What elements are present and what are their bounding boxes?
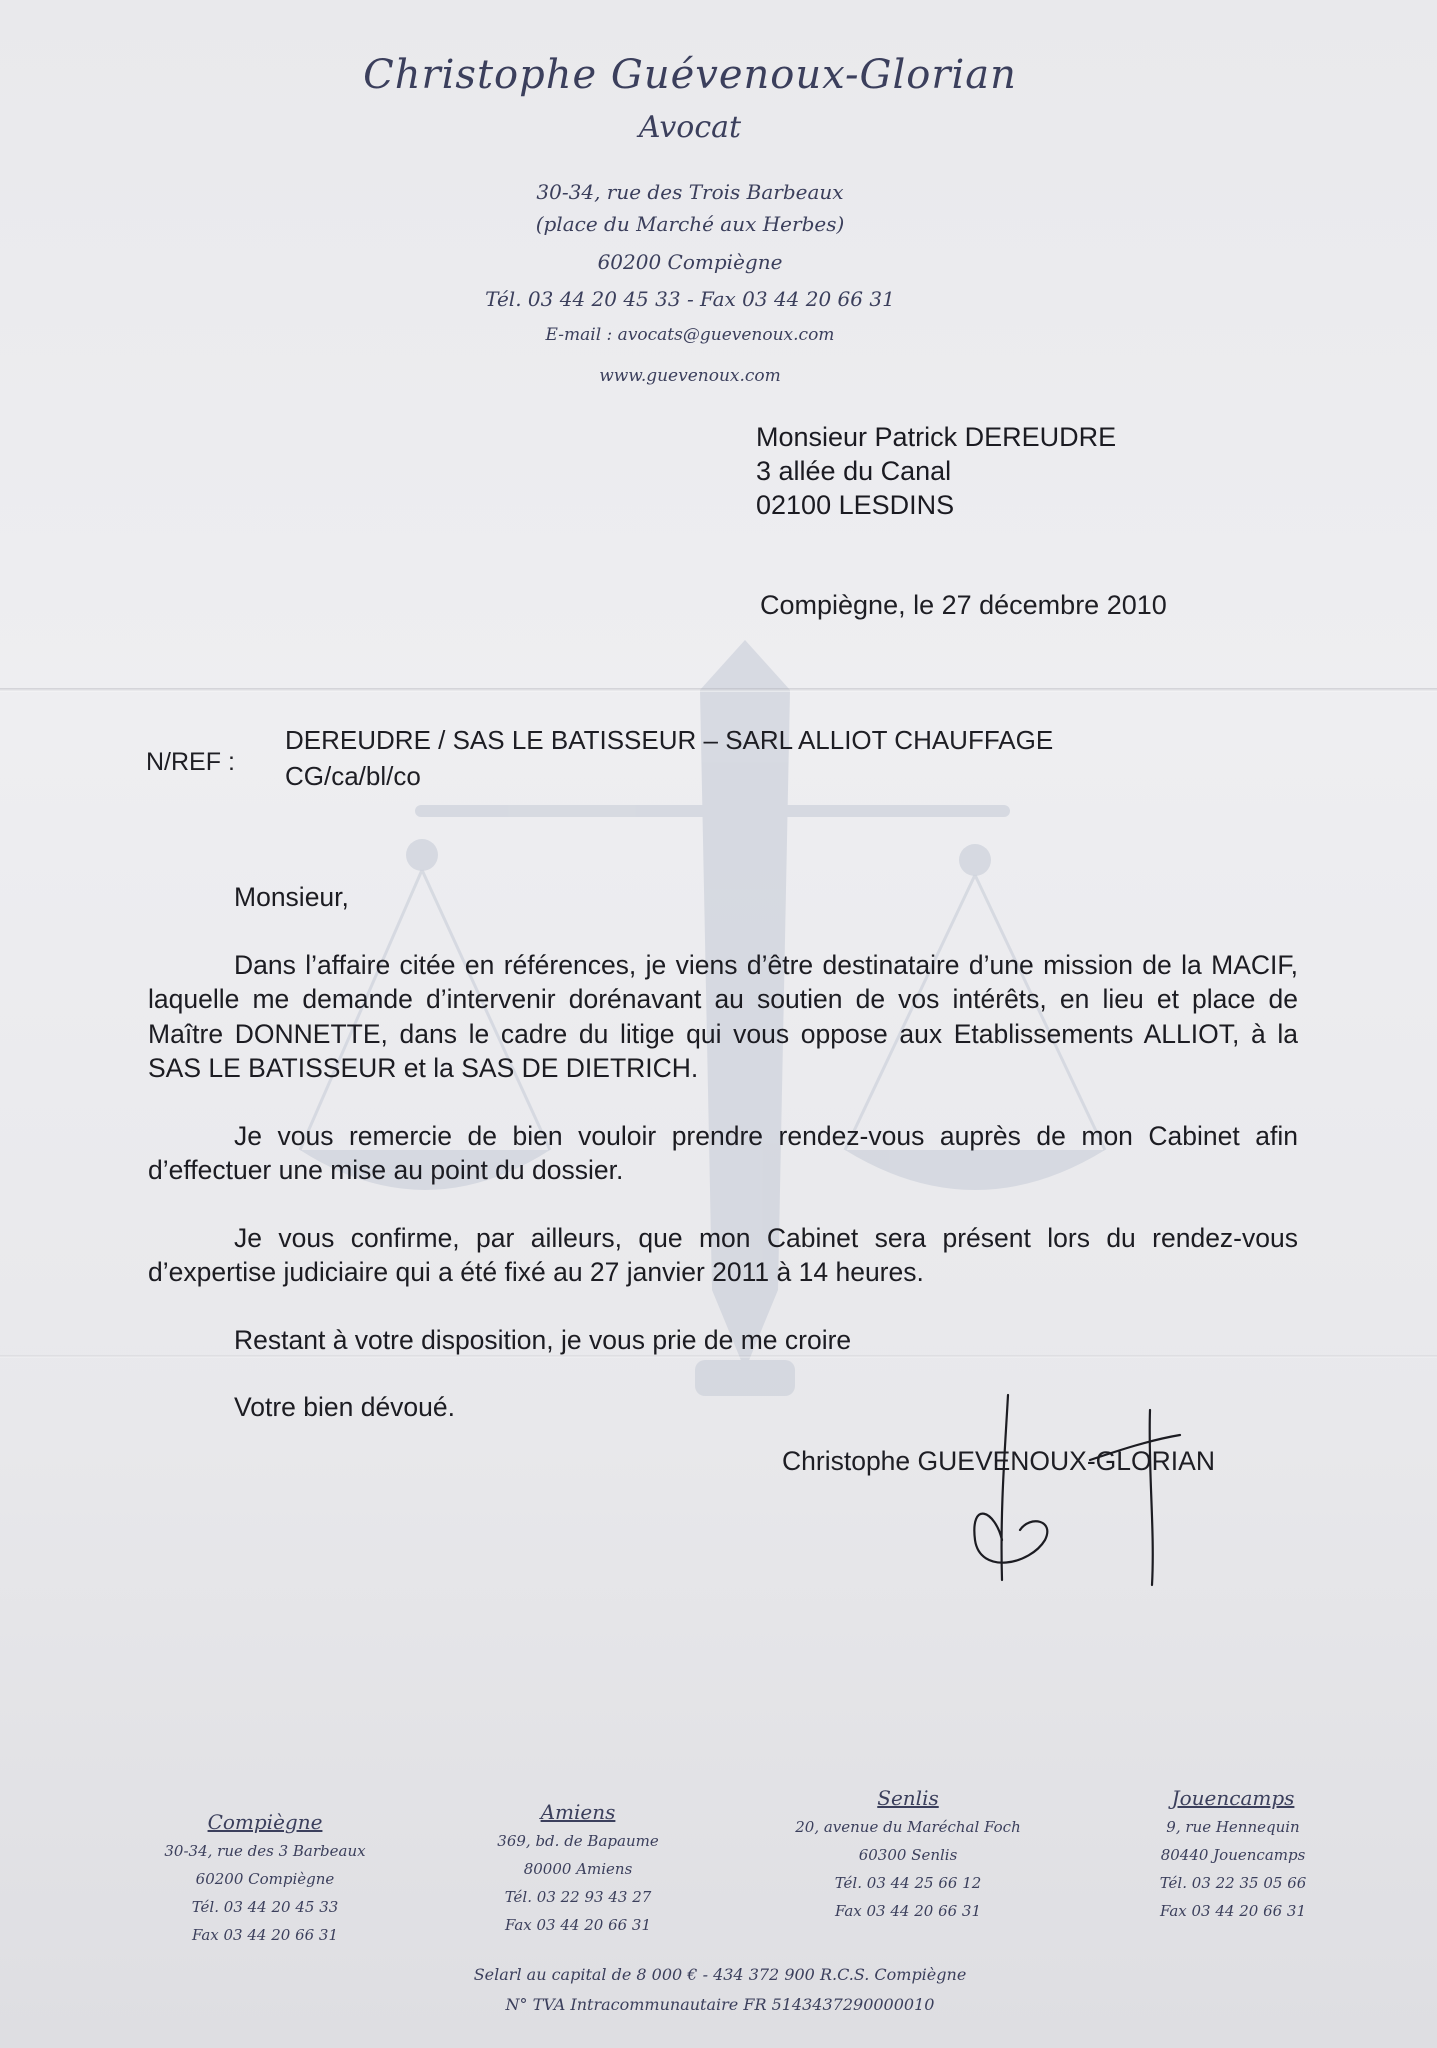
reference-block — [285, 722, 1053, 794]
recipient-name: Monsieur Patrick DEREUDRE — [756, 422, 1117, 452]
office-fax: Fax 03 44 20 66 31 — [504, 1916, 652, 1934]
signatory-name: Christophe GUEVENOUX-GLORIAN — [782, 1446, 1215, 1476]
letterhead-phone-fax: Tél. 03 44 20 45 33 - Fax 03 44 20 66 31 — [485, 287, 895, 311]
footer-line-2: N° TVA Intracommunautaire FR 5143437290000010 — [505, 1995, 935, 2014]
letterhead-email: E-mail : avocats@guevenoux.com — [545, 325, 835, 345]
office-phone: Tél. 03 44 25 66 12 — [834, 1874, 982, 1892]
office-amiens — [428, 1797, 728, 1939]
reference-label: N/REF : — [146, 748, 235, 776]
paper-fold-line — [0, 688, 1437, 692]
letterhead-address-line2: (place du Marché aux Herbes) — [535, 212, 845, 236]
office-address2: 60200 Compiègne — [195, 1870, 335, 1888]
letterhead-title: Avocat — [638, 110, 742, 145]
office-city: Jouencamps — [1171, 1786, 1295, 1810]
date-line: Compiègne, le 27 décembre 2010 — [760, 590, 1167, 620]
closing-line-2: Votre bien dévoué. — [234, 1392, 456, 1422]
recipient-city: 02100 LESDINS — [756, 490, 955, 520]
office-jouencamps — [1083, 1783, 1383, 1925]
office-city: Amiens — [540, 1800, 616, 1824]
letterhead-website: www.guevenoux.com — [599, 366, 781, 386]
office-city: Senlis — [877, 1786, 939, 1810]
office-address1: 30-34, rue des 3 Barbeaux — [164, 1842, 366, 1860]
office-address2: 80440 Jouencamps — [1160, 1846, 1306, 1864]
office-address1: 9, rue Hennequin — [1166, 1818, 1300, 1836]
office-address1: 20, avenue du Maréchal Foch — [795, 1818, 1021, 1836]
office-fax: Fax 03 44 20 66 31 — [1159, 1902, 1307, 1920]
paragraph-1: Dans l’affaire citée en références, je viens d’être destinataire d’une mission de la MACIF, laquelle me demande d’intervenir dorénavant au soutien de vos intérêts, en lieu et place de Maître DONNETTE, dans le cadre du litige qui vous oppose aux Etablissements ALLIOT, à la SAS LE BATISSEUR et la SAS DE DIETRICH. — [148, 949, 1298, 1083]
recipient-address — [756, 420, 1116, 522]
office-address1: 369, bd. de Bapaume — [497, 1832, 659, 1850]
handwritten-signature — [950, 1390, 1190, 1590]
office-locations — [0, 1786, 1437, 1945]
letterhead-address-line3: 60200 Compiègne — [597, 250, 783, 274]
office-senlis — [758, 1783, 1058, 1925]
reference-line1: DEREUDRE / SAS LE BATISSEUR – SARL ALLIOT CHAUFFAGE — [285, 725, 1054, 755]
office-fax: Fax 03 44 20 66 31 — [191, 1926, 339, 1944]
letterhead-name: Christophe Guévenoux-Glorian — [363, 52, 1017, 98]
letter-body — [148, 880, 1298, 1425]
recipient-street: 3 allée du Canal — [756, 456, 952, 486]
paragraph-2: Je vous remercie de bien vouloir prendre rendez-vous auprès de mon Cabinet afin d’effectuer une mise au point du dossier. — [148, 1120, 1298, 1185]
office-address2: 80000 Amiens — [523, 1860, 633, 1878]
paragraph-3: Je vous confirme, par ailleurs, que mon Cabinet sera présent lors du rendez-vous d’expertise judiciaire qui a été fixé au 27 janvier 2011 à 14 heures. — [148, 1222, 1298, 1287]
office-compiegne — [115, 1807, 415, 1949]
office-city: Compiègne — [207, 1810, 323, 1834]
office-phone: Tél. 03 22 35 05 66 — [1159, 1874, 1307, 1892]
reference-line2: CG/ca/bl/co — [285, 761, 421, 791]
footer-line-1: Selarl au capital de 8 000 € - 434 372 900 R.C.S. Compiègne — [473, 1965, 967, 1984]
letterhead-address-line1: 30-34, rue des Trois Barbeaux — [536, 180, 844, 204]
office-phone: Tél. 03 44 20 45 33 — [191, 1898, 339, 1916]
office-fax: Fax 03 44 20 66 31 — [834, 1902, 982, 1920]
closing-line-1: Restant à votre disposition, je vous prie de me croire — [234, 1324, 852, 1355]
salutation: Monsieur, — [234, 882, 349, 912]
office-address2: 60300 Senlis — [858, 1846, 958, 1864]
office-phone: Tél. 03 22 93 43 27 — [504, 1888, 652, 1906]
